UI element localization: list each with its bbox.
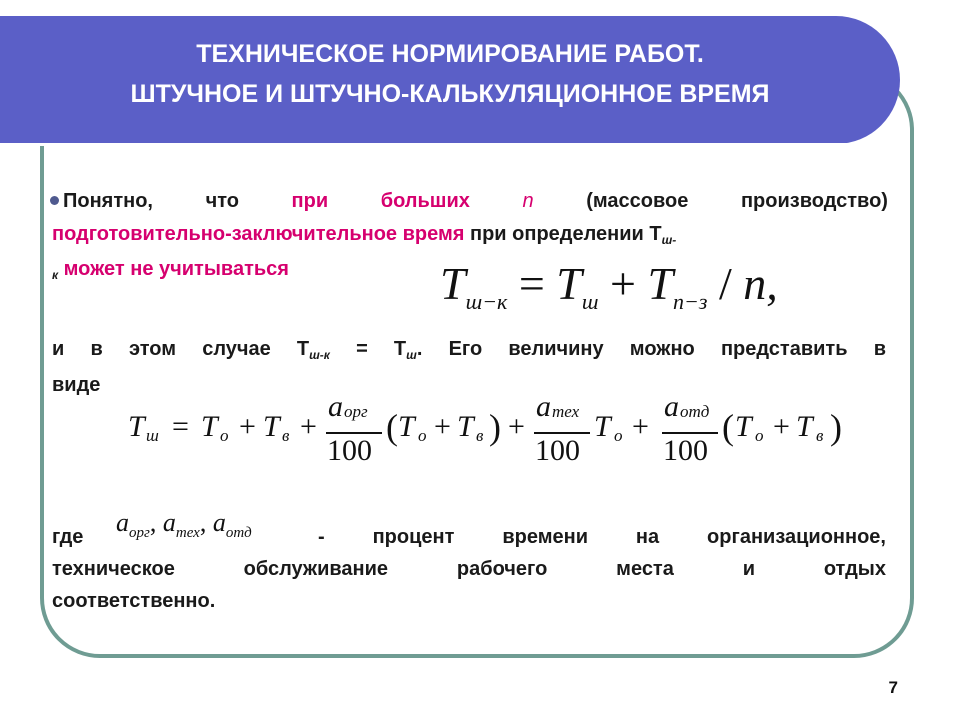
word: при: [291, 190, 329, 212]
word: производство): [740, 190, 888, 212]
coefficients: $a_{орг}$, $a_{тех}$, $a_{отд}$: [116, 508, 252, 542]
formula-1: $T_{ш-к} = T_ш + T_{п-з} / n$,: [440, 258, 778, 315]
para3-line1: - процент времени на организационное,: [318, 526, 886, 548]
formula-2: T ш = T о + T в + a орг 100 ( T о + T в ) + a тех 100 T о + a отд 100 ( T о + T в ): [128, 390, 842, 467]
para1-line2: подготовительно-заключительное время при определении $Т_{ш-}$: [52, 223, 677, 247]
para3-gde: где: [52, 526, 84, 548]
para1-line3: $_к$ может не учитываться: [52, 258, 289, 282]
title-line-2: ШТУЧНОЕ И ШТУЧНО-КАЛЬКУЛЯЦИОННОЕ ВРЕМЯ: [130, 80, 770, 108]
para1-line1: [50, 188, 888, 214]
para3-line2: техническое обслуживание рабочего места и отдых: [52, 558, 886, 580]
title-line-1: ТЕХНИЧЕСКОЕ НОРМИРОВАНИЕ РАБОТ.: [196, 40, 704, 68]
banner-divider: [0, 143, 850, 146]
bullet-icon: [50, 196, 59, 205]
word: больших: [380, 190, 470, 212]
page-number: 7: [888, 678, 898, 697]
bullet-w1: Понятно,: [50, 188, 153, 214]
para3-line3: соответственно.: [52, 590, 216, 612]
word: (массовое: [586, 190, 689, 212]
para2-line1: и в этом случае $Т_{ш-к} = Т_ш$. Его величину можно представить в: [52, 338, 887, 362]
para2-line2: виде: [52, 374, 101, 396]
word: n: [522, 190, 534, 212]
word: что: [205, 190, 239, 212]
